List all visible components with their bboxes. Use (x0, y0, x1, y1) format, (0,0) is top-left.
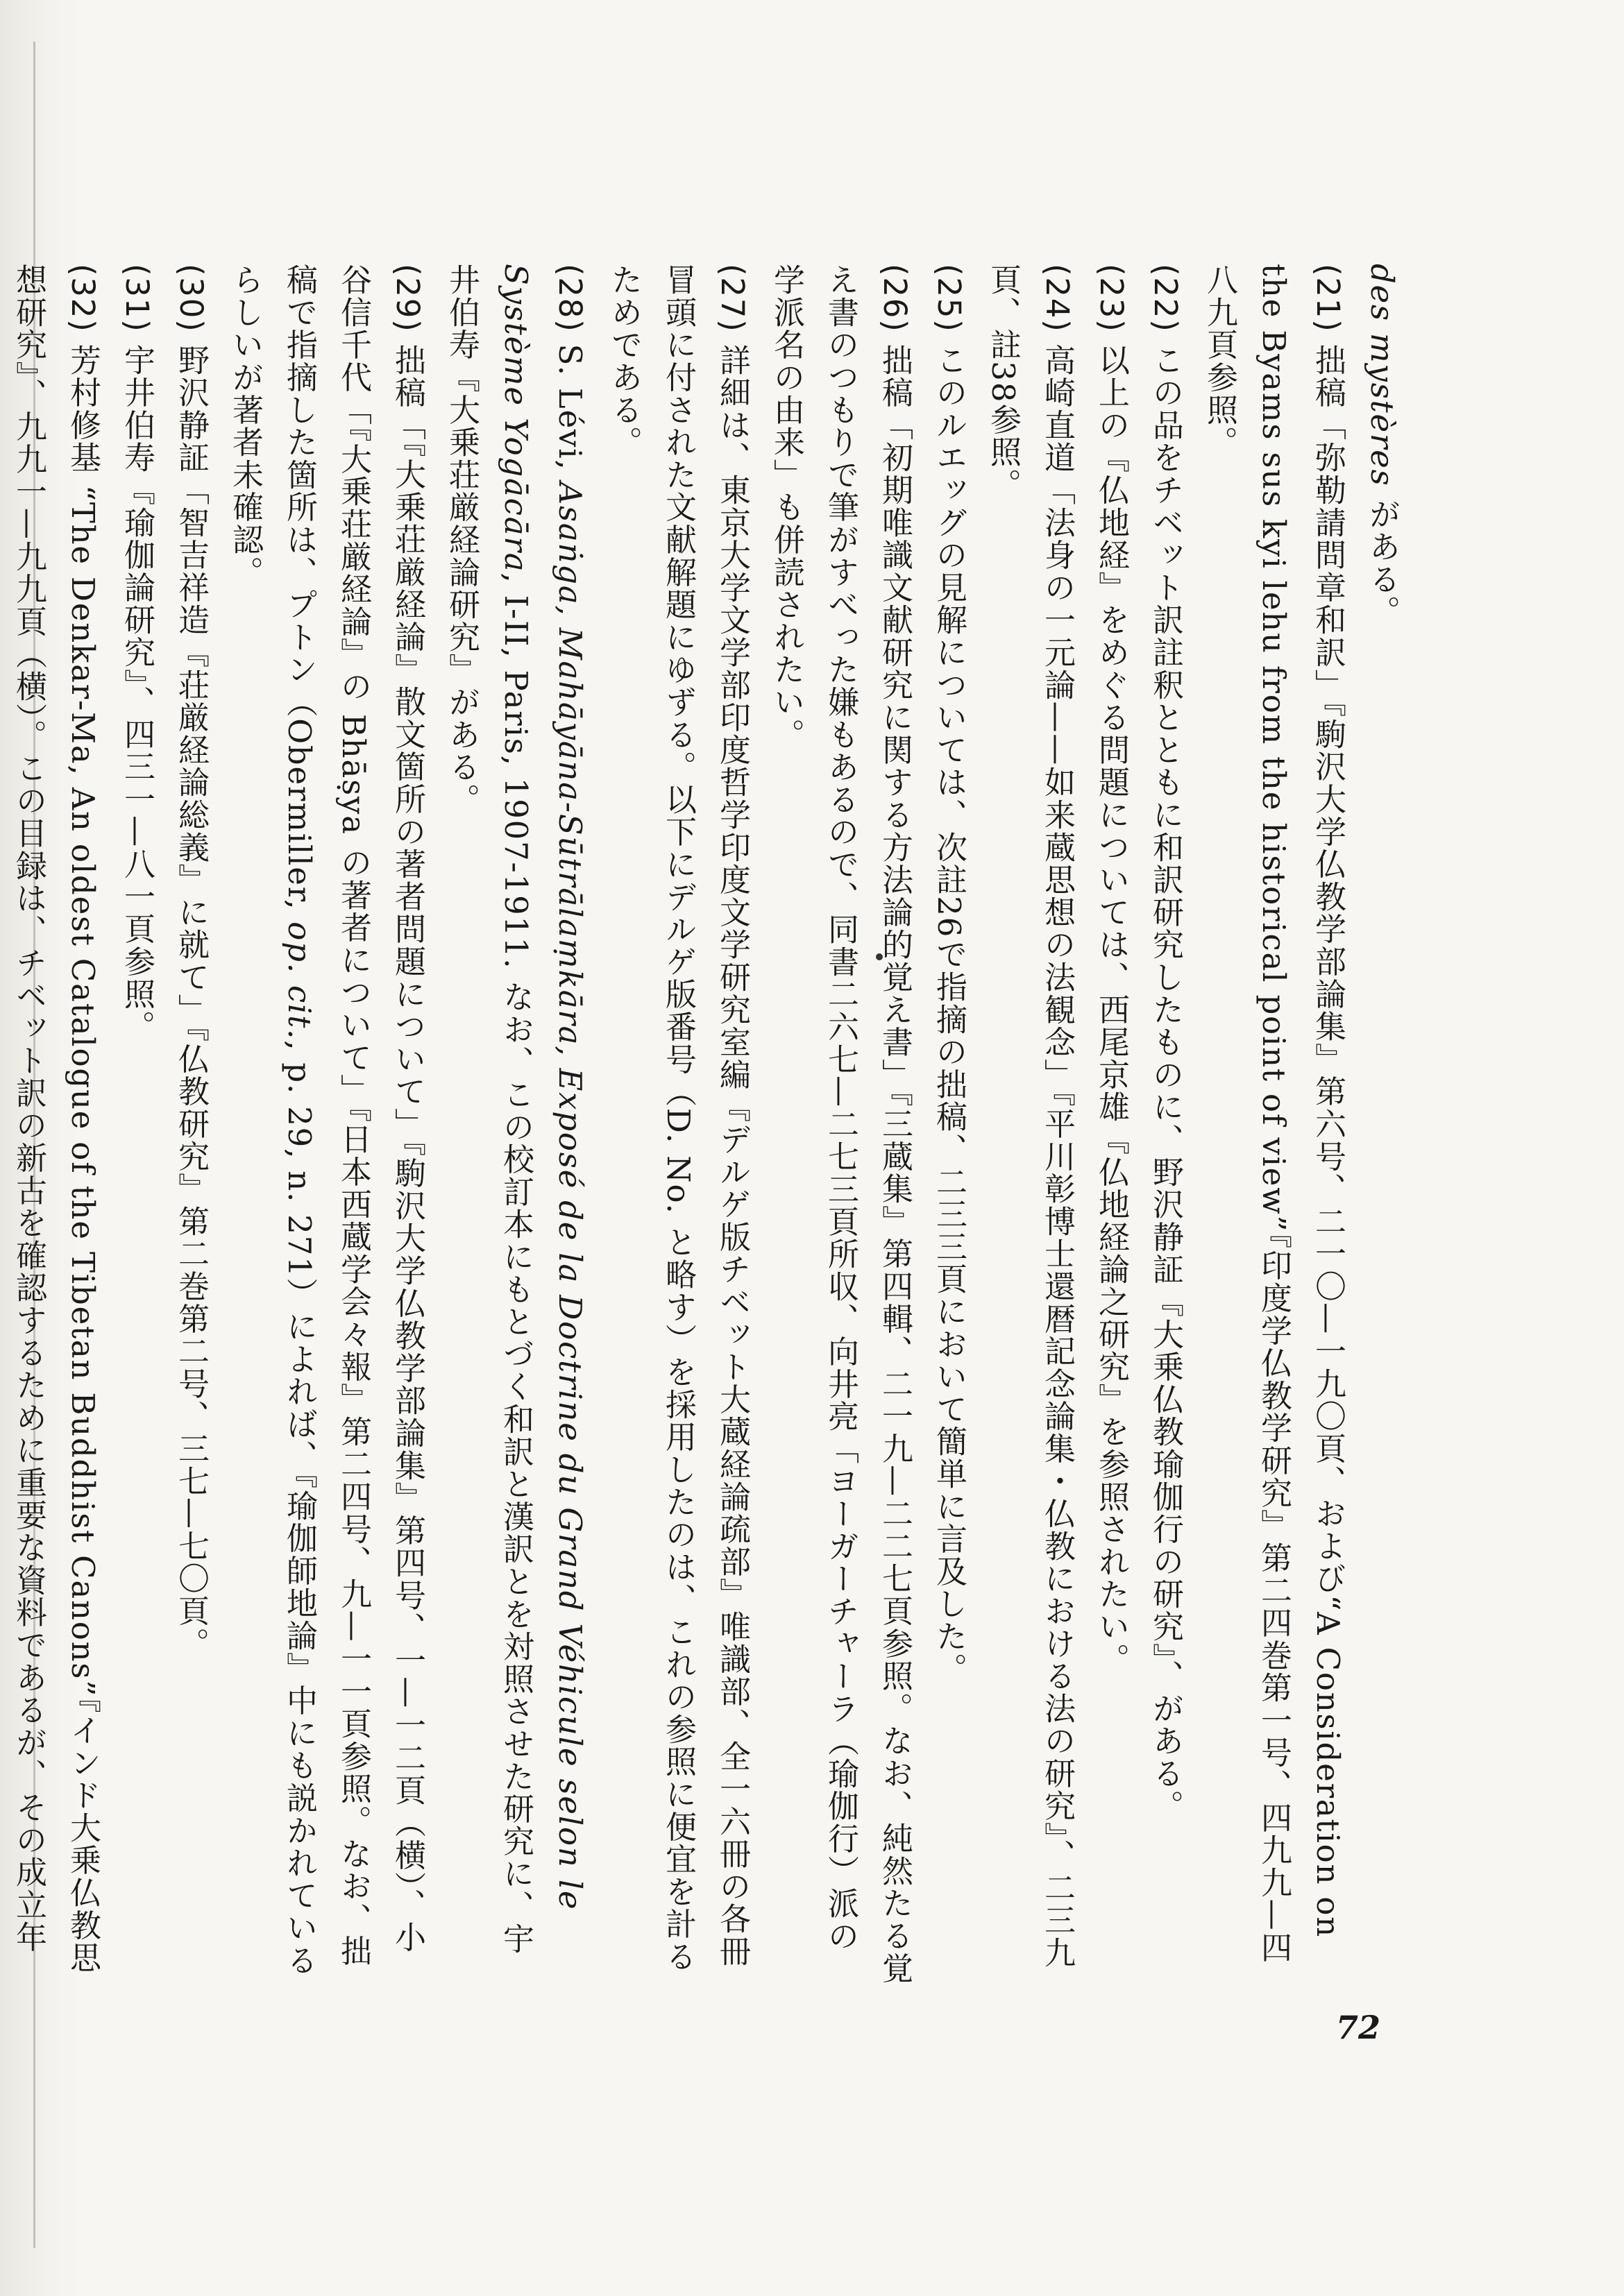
footnote-number: (30) (173, 264, 210, 333)
footnote-italic-text: des mystères (1364, 264, 1401, 487)
footnote-text: この品をチベット訳註釈とともに和訳研究したものに、野沢静証『大乗仏教瑜伽行の研究』、がある。 (1147, 332, 1184, 1822)
footnote-text: 詳細は、東京大学文学部印度哲学印度文学研究室編『デルゲ版チベット大蔵経論疏部』唯識部、全一六冊の各冊冒頭に付された文献解題にゆずる。以下にデルゲ版番号（D. No. と略す）を採用したのは、これの参照に便宜を計るためである。 (606, 264, 751, 1973)
footnotes-block (0, 264, 1409, 1984)
footnote-text: 拙稿「『大乗荘厳経論』散文箇所の著者問題について」『駒沢大学仏教学部論集』第四号、一—一二頁（横）、小谷信千代「『大乗荘厳経論』の Bhāṣya の著者について」『日本西蔵学会々報』第二四号、九—一一頁参照。なお、拙稿で指摘した箇所は、プトン（Obermiller, (281, 264, 426, 1968)
footnote-number: (28) (552, 264, 589, 333)
footnote-text: , p. 29, n. 271）によれば、『瑜伽師地論』中にも説かれているらしいが著者未確認。 (227, 264, 318, 1977)
footnote-number: (26) (877, 264, 913, 333)
footnote-text: 拙稿「弥勒請問章和訳」『駒沢大学仏教学部論集』第六号、二一〇—一九〇頁、および“A Consideration on the Byams sus kyi lehu from the historical point of view”『印度学仏教学研究』第二四巻第一号、四九九—四八九頁参照。 (1201, 264, 1346, 1964)
footnote-text: 高崎直道「法身の一元論——如来蔵思想の法観念」『平川彰博士還暦記念論集・仏教における法の研究』、二三九頁、註38参照。 (985, 264, 1076, 1969)
footnote-number: (21) (1310, 264, 1346, 333)
footnote-text: 宇井伯寿『瑜伽論研究』、四三一—八一頁参照。 (119, 332, 155, 1043)
footnote-30 (164, 264, 218, 1984)
footnote-number: (31) (119, 264, 155, 333)
footnote-text: このルエッグの見解については、次註26で指摘の拙稿、二三三頁において簡単に言及した。 (931, 332, 967, 1685)
footnote-text: 芳村修基 “The Denkar-Ma, An oldest Catalogue of the Tibetan Buddhist Canons”『インド大乗仏教思想研究』、九九一—九九頁（横）。この目録は、チベット訳の新古を確認するために重要な資料であるが、その成立年 (10, 264, 101, 1974)
footnote-23 (1084, 264, 1138, 1984)
footnote-text: 拙稿「初期唯識文献研究に関する方法論的覚え書」『三蔵集』第四輯、二一九—二二七頁参照。なお、純然たる覚え書のつもりで筆がすべった嫌もあるので、同書二六七—二七三頁所収、向井亮「ヨーガーチャーラ（瑜伽行）派の学派名の由来」も併読されたい。 (768, 264, 913, 1984)
footnote-21 (1192, 264, 1355, 1984)
footnote-number: (25) (931, 264, 967, 333)
footnote-32 (0, 264, 110, 1984)
footnote-26 (759, 264, 922, 1984)
footnote-italic-text: Asaṅga, Mahāyāna-Sūtrālaṃkāra, Exposé de la Doctrine du Grand Véhicule selon le Système Yogācāra (498, 264, 589, 1922)
footnote-number: (32) (65, 264, 101, 333)
page-number: 72 (1336, 2009, 1381, 2046)
footnote-text: , I-II, Paris, 1907-1911. なお、この校訂本にもとづく和訳と漢訳とを対照させた研究に、宇井伯寿『大乗荘厳経論研究』がある。 (443, 264, 534, 1955)
footnote-text: 以上の『仏地経』をめぐる問題については、西尾京雄『仏地経論之研究』を参照されたい。 (1093, 332, 1130, 1676)
footnote-number: (24) (1039, 264, 1076, 333)
footnote-italic-text: op. cit. (281, 921, 318, 1041)
footnote-text: S. Lévi, (552, 332, 589, 482)
footnote-text: 野沢静証「智吉祥造『荘厳経論総義』に就て」『仏教研究』第二巻第二号、三七—七〇頁。 (173, 332, 210, 1660)
footnote-25 (922, 264, 976, 1984)
footnote-text: がある。 (1364, 486, 1401, 628)
footnote-28 (434, 264, 597, 1984)
footnote-number: (29) (389, 264, 426, 333)
footnote-number: (27) (714, 264, 751, 333)
footnote-22 (1138, 264, 1192, 1984)
footnote-continuation (1355, 264, 1409, 1984)
footnote-29 (218, 264, 434, 1984)
footnote-27 (597, 264, 759, 1984)
footnote-24 (976, 264, 1084, 1984)
footnote-number: (22) (1147, 264, 1184, 333)
footnote-31 (110, 264, 164, 1984)
footnote-number: (23) (1093, 264, 1130, 333)
